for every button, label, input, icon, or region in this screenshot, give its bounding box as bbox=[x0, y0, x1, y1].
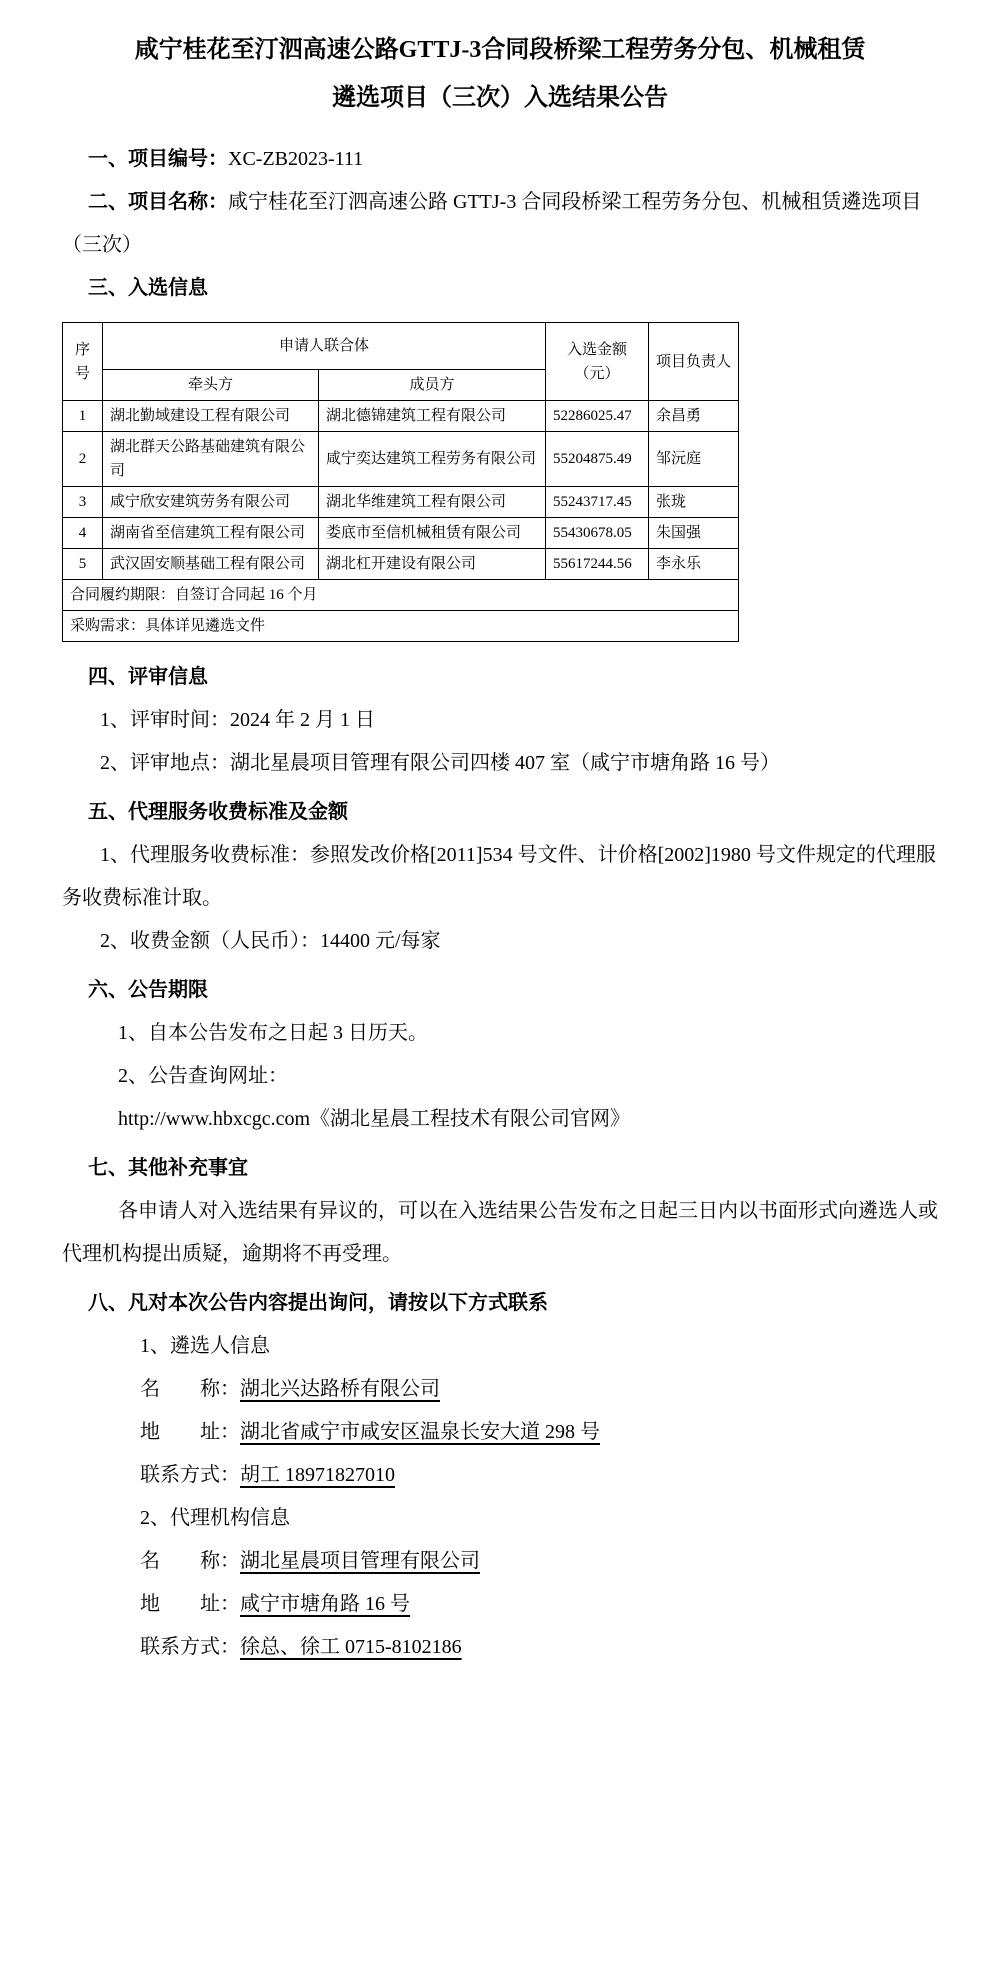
table-row bbox=[63, 487, 739, 518]
cell-lead: 湖北群天公路基础建筑有限公司 bbox=[103, 432, 319, 487]
selector-name-value: 湖北兴达路桥有限公司 bbox=[240, 1378, 440, 1400]
project-number-label: 一、项目编号： bbox=[88, 148, 228, 170]
agency-fee-standard-line: 1、代理服务收费标准：参照发改价格[2011]534 号文件、计价格[2002]1980 号文件规定的代理服务收费标准计取。 bbox=[62, 844, 936, 909]
title-line-2: 遴选项目（三次）入选结果公告 bbox=[332, 85, 668, 111]
selection-results-table bbox=[62, 322, 739, 642]
section-review-heading bbox=[62, 656, 938, 699]
notice-period-label: 六、公告期限 bbox=[88, 979, 208, 1001]
cell-member: 湖北华维建筑工程有限公司 bbox=[319, 487, 546, 518]
review-time-line: 1、评审时间：2024 年 2 月 1 日 bbox=[100, 709, 375, 731]
selector-contact-line bbox=[62, 1454, 938, 1497]
cell-procurement-demand: 采购需求：具体详见遴选文件 bbox=[63, 611, 739, 642]
cell-contract-period: 合同履约期限：自签订合同起 16 个月 bbox=[63, 580, 739, 611]
cell-seq: 3 bbox=[63, 487, 103, 518]
agency-info-subheading: 2、代理机构信息 bbox=[140, 1507, 290, 1529]
notice-query-url-line: http://www.hbxcgc.com《湖北星晨工程技术有限公司官网》 bbox=[118, 1108, 631, 1130]
agency-contact-line bbox=[62, 1626, 938, 1669]
cell-seq: 5 bbox=[63, 549, 103, 580]
contact-label: 联系方式： bbox=[140, 1464, 240, 1486]
agency-name-line bbox=[62, 1540, 938, 1583]
agency-address-value: 咸宁市塘角路 16 号 bbox=[240, 1593, 410, 1615]
cell-amount: 55204875.49 bbox=[546, 432, 649, 487]
cell-amount: 55617244.56 bbox=[546, 549, 649, 580]
table-footer-demand-row bbox=[63, 611, 739, 642]
project-name-label: 二、项目名称： bbox=[88, 191, 228, 213]
header-cell-seq: 序号 bbox=[63, 323, 103, 401]
cell-manager: 余昌勇 bbox=[649, 401, 739, 432]
title-line-1: 咸宁桂花至汀泗高速公路GTTJ-3合同段桥梁工程劳务分包、机械租赁 bbox=[134, 37, 866, 63]
cell-seq: 2 bbox=[63, 432, 103, 487]
cell-amount: 55430678.05 bbox=[546, 518, 649, 549]
selector-name-line bbox=[62, 1368, 938, 1411]
agency-address-line bbox=[62, 1583, 938, 1626]
review-place-line: 2、评审地点：湖北星晨项目管理有限公司四楼 407 室（咸宁市塘角路 16 号） bbox=[100, 752, 780, 774]
cell-member: 娄底市至信机械租赁有限公司 bbox=[319, 518, 546, 549]
table-footer-period-row bbox=[63, 580, 739, 611]
cell-manager: 张珑 bbox=[649, 487, 739, 518]
cell-lead: 咸宁欣安建筑劳务有限公司 bbox=[103, 487, 319, 518]
selector-address-line bbox=[62, 1411, 938, 1454]
header-cell-manager: 项目负责人 bbox=[649, 323, 739, 401]
address-label: 地 址： bbox=[140, 1593, 240, 1615]
cell-lead: 武汉固安顺基础工程有限公司 bbox=[103, 549, 319, 580]
notice-query-label-line: 2、公告查询网址： bbox=[118, 1065, 288, 1087]
cell-amount: 52286025.47 bbox=[546, 401, 649, 432]
section-notice-period-heading bbox=[62, 969, 938, 1012]
name-label: 名 称： bbox=[140, 1378, 240, 1400]
section-project-name bbox=[62, 181, 938, 267]
cell-member: 湖北杠开建设有限公司 bbox=[319, 549, 546, 580]
other-matters-paragraph: 各申请人对入选结果有异议的，可以在入选结果公告发布之日起三日内以书面形式向遴选人或代理机构提出质疑，逾期将不再受理。 bbox=[62, 1200, 938, 1265]
table-header-row-1 bbox=[63, 323, 739, 370]
cell-manager: 李永乐 bbox=[649, 549, 739, 580]
cell-lead: 湖北勤域建设工程有限公司 bbox=[103, 401, 319, 432]
cell-member: 湖北德锦建筑工程有限公司 bbox=[319, 401, 546, 432]
project-name-value: 咸宁桂花至汀泗高速公路 GTTJ-3 合同段桥梁工程劳务分包、机械租赁遴选项目（三次） bbox=[62, 191, 922, 256]
selector-info-subheading: 1、遴选人信息 bbox=[140, 1335, 270, 1357]
section-contact-heading bbox=[62, 1282, 938, 1325]
cell-seq: 1 bbox=[63, 401, 103, 432]
review-label: 四、评审信息 bbox=[88, 666, 208, 688]
agency-fee-label: 五、代理服务收费标准及金额 bbox=[88, 801, 348, 823]
table-row bbox=[63, 549, 739, 580]
notice-period-days-line: 1、自本公告发布之日起 3 日历天。 bbox=[118, 1022, 428, 1044]
section-project-number bbox=[62, 138, 938, 181]
selection-info-label: 三、入选信息 bbox=[88, 277, 208, 299]
cell-member: 咸宁奕达建筑工程劳务有限公司 bbox=[319, 432, 546, 487]
contact-heading-label: 八、凡对本次公告内容提出询问，请按以下方式联系 bbox=[88, 1292, 548, 1314]
cell-lead: 湖南省至信建筑工程有限公司 bbox=[103, 518, 319, 549]
agency-name-value: 湖北星晨项目管理有限公司 bbox=[240, 1550, 480, 1572]
section-agency-fee-heading bbox=[62, 791, 938, 834]
address-label: 地 址： bbox=[140, 1421, 240, 1443]
section-selection-info-heading bbox=[62, 267, 938, 310]
name-label: 名 称： bbox=[140, 1550, 240, 1572]
header-cell-amount: 入选金额（元） bbox=[546, 323, 649, 401]
agency-contact-value: 徐总、徐工 0715-8102186 bbox=[240, 1636, 462, 1658]
agency-fee-amount-line: 2、收费金额（人民币）：14400 元/每家 bbox=[100, 930, 441, 952]
cell-manager: 邹沅庭 bbox=[649, 432, 739, 487]
cell-seq: 4 bbox=[63, 518, 103, 549]
table-row bbox=[63, 401, 739, 432]
contact-label: 联系方式： bbox=[140, 1636, 240, 1658]
header-cell-member: 成员方 bbox=[319, 370, 546, 401]
header-cell-lead: 牵头方 bbox=[103, 370, 319, 401]
cell-amount: 55243717.45 bbox=[546, 487, 649, 518]
selector-address-value: 湖北省咸宁市咸安区温泉长安大道 298 号 bbox=[240, 1421, 600, 1443]
project-number-value: XC-ZB2023-111 bbox=[228, 148, 364, 170]
cell-manager: 朱国强 bbox=[649, 518, 739, 549]
selector-contact-value: 胡工 18971827010 bbox=[240, 1464, 395, 1486]
document-title bbox=[62, 26, 938, 122]
other-matters-label: 七、其他补充事宜 bbox=[88, 1157, 248, 1179]
table-row bbox=[63, 432, 739, 487]
table-row bbox=[63, 518, 739, 549]
section-other-matters-heading bbox=[62, 1147, 938, 1190]
header-cell-consortium: 申请人联合体 bbox=[103, 323, 546, 370]
